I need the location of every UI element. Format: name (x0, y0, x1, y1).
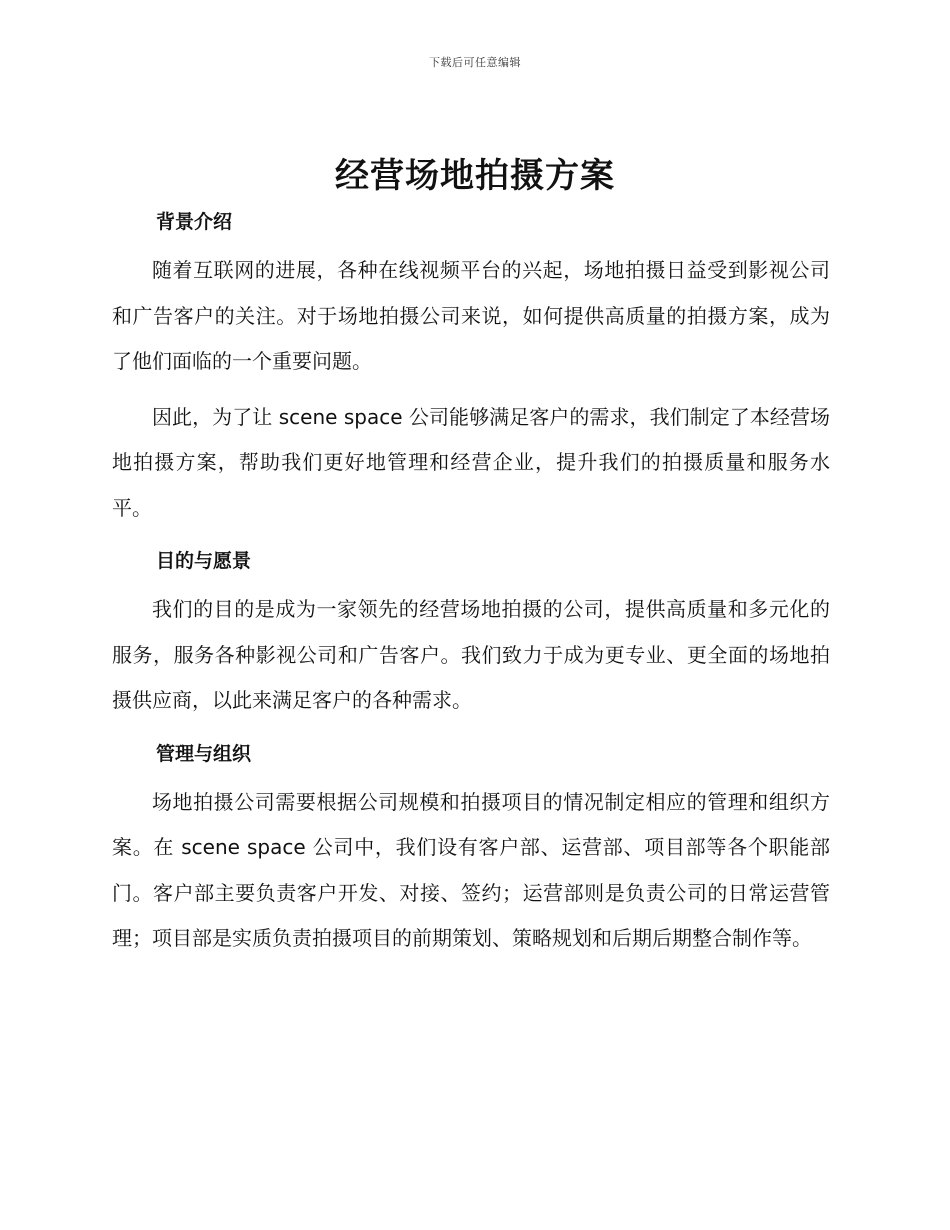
document-body (112, 206, 830, 962)
paragraph: 因此，为了让 scene space 公司能够满足客户的需求，我们制定了本经营场地拍摄方案，帮助我们更好地管理和经营企业，提升我们的拍摄质量和服务水平。 (112, 404, 830, 520)
section-background (112, 206, 830, 531)
paragraph: 场地拍摄公司需要根据公司规模和拍摄项目的情况制定相应的管理和组织方案。在 scene space 公司中，我们设有客户部、运营部、项目部等各个职能部门。客户部主要负责客户开发、对接、签约；运营部则是负责公司的日常运营管理；项目部是实质负责拍摄项目的前期策划、策略规划和后期后期整合制作等。 (112, 789, 830, 950)
header-note: 下载后可任意编辑 (429, 56, 521, 69)
section-purpose-vision (112, 545, 830, 724)
section-management-organization (112, 738, 830, 962)
paragraph: 我们的目的是成为一家领先的经营场地拍摄的公司，提供高质量和多元化的服务，服务各种影视公司和广告客户。我们致力于成为更专业、更全面的场地拍摄供应商，以此来满足客户的各种需求。 (112, 597, 830, 712)
section-heading: 背景介绍 (156, 211, 233, 233)
section-heading: 目的与愿景 (156, 550, 252, 572)
section-heading: 管理与组织 (156, 742, 252, 765)
document-title: 经营场地拍摄方案 (335, 156, 615, 196)
paragraph: 随着互联网的进展，各种在线视频平台的兴起，场地拍摄日益受到影视公司和广告客户的关注。对于场地拍摄公司来说，如何提供高质量的拍摄方案，成为了他们面临的一个重要问题。 (112, 258, 830, 373)
